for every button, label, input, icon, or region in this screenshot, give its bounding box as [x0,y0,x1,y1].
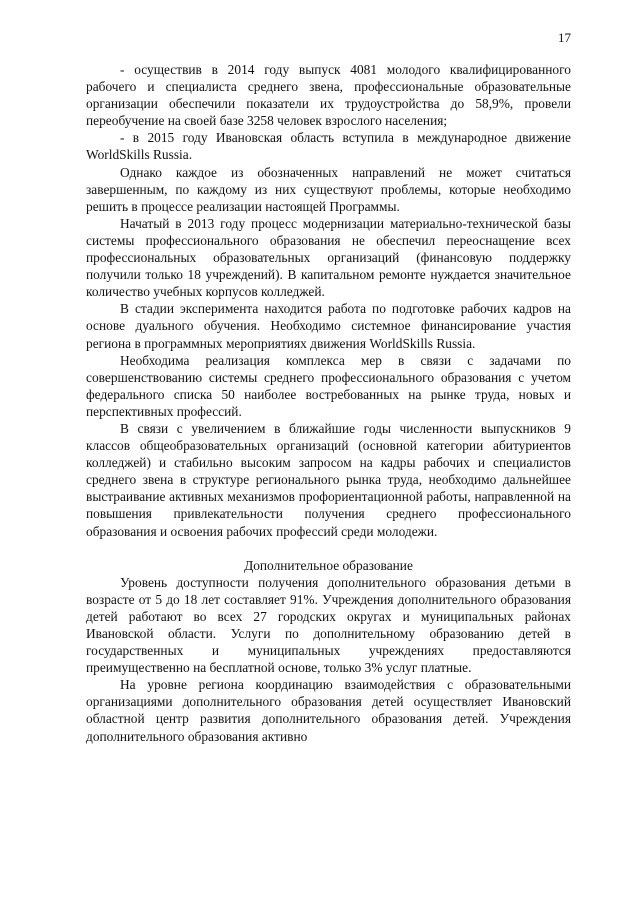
paragraph-graduates-employment: - осуществив в 2014 году выпуск 4081 молодого квалифицированного рабочего и специалиста среднего звена, профессиональные образовательные организации обеспечили показатели их трудоустройства до 58,9%, провели переобучение на своей базе 3258 человек взрослого населения; [86,62,571,129]
paragraph-measures-complex: Необходима реализация комплекса мер в связи с задачами по совершенствованию системы среднего профессионального образования с учетом федерального списка 50 наиболее востребованных на рынке труда, новых и перспективных профессий. [86,352,571,419]
paragraph-unfinished-directions: Однако каждое из обозначенных направлений не может считаться завершенным, по каждому из них существуют проблемы, которые необходимо решить в процессе реализации настоящей Программы. [86,164,571,214]
paragraph-modernization: Начатый в 2013 году процесс модернизации материально-технической базы системы профессионального образования не обеспечил переоснащение всех профессиональных образовательных организаций (финансовую поддержку получили только 18 учреждений). В капитальном ремонте нуждается значительное количество учебных корпусов колледжей. [86,215,571,300]
paragraph-regional-coordination: На уровне региона координацию взаимодействия с образовательными организациями дополнительного образования детей осуществляет Ивановский областной центр развития дополнительного образования детей. Учреждения дополнительного образования активно [86,677,571,744]
paragraph-worldskills-joined: - в 2015 году Ивановская область вступила в международное движение WorldSkills Russia. [86,130,571,163]
section-title-additional-education: Дополнительное образование [244,557,413,573]
paragraph-availability-level: Уровень доступности получения дополнительного образования детьми в возрасте от 5 до 18 лет составляет 91%. Учреждения дополнительного образования детей работают во всех 27 городских округах и муниципальных районах Ивановской области. Услуги по дополнительному образованию детей в государственных и муниципальных учреждениях предоставляются преимущественно на бесплатной основе, только 3% услуг платные. [86,574,571,676]
paragraph-career-guidance: В связи с увеличением в ближайшие годы численности выпускников 9 классов общеобразовательных организаций (основной категории абитуриентов колледжей) и стабильно высоким запросом на кадры рабочих и специалистов среднего звена в структуре регионального рынка труда, необходимо дальнейшее выстраивание активных механизмов профориентационной работы, направленной на повышения привлекательности получения среднего профессионального образования и освоения рабочих профессий среди молодежи. [86,420,571,539]
page-number: 17 [558,30,571,45]
page-content [86,61,571,745]
paragraph-dual-training: В стадии эксперимента находится работа по подготовке рабочих кадров на основе дуального обучения. Необходимо системное финансирование участия региона в программных мероприятиях движения WorldSkills Russia. [86,301,571,351]
